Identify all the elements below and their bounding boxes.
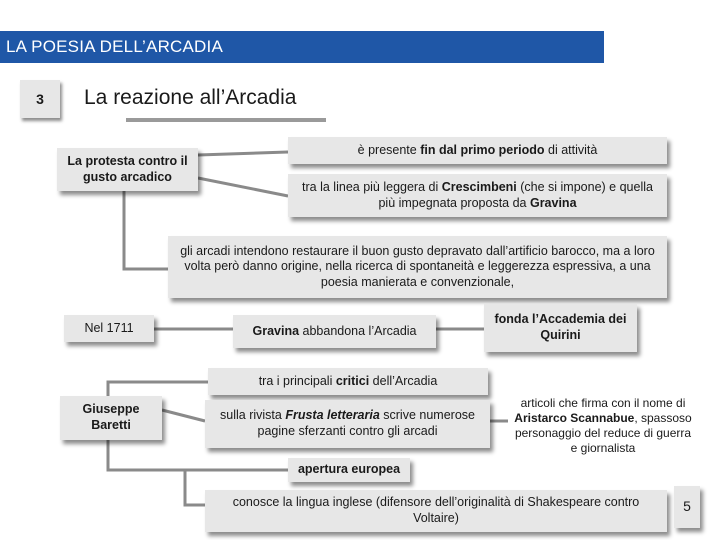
connector-protesta-linea: [198, 178, 288, 196]
node-linea: tra la linea più leggera di Crescimbeni (che si impone) e quella più impegnata proposta da Gravina: [288, 174, 667, 217]
connector-baretti-frusta: [162, 410, 205, 421]
page-number: 5: [674, 486, 700, 528]
node-inglese: conosce la lingua inglese (difensore dell’originalità di Shakespeare contro Voltaire): [205, 490, 667, 532]
node-baretti: Giuseppe Baretti: [60, 396, 162, 440]
connector-protesta-arcadi: [124, 191, 168, 269]
header-title: LA POESIA DELL’ARCADIA: [6, 37, 223, 56]
node-primo-periodo: è presente fin dal primo periodo di attività: [288, 137, 667, 164]
node-articoli: articoli che firma con il nome di Aristarco Scannabue, spassoso personaggio del reduce di guerra e giornalista: [508, 392, 698, 460]
title-underline: [126, 118, 326, 122]
node-nel-1711: Nel 1711: [64, 315, 154, 342]
node-frusta: sulla rivista Frusta letteraria scrive numerose pagine sferzanti contro gli arcadi: [205, 400, 490, 448]
node-protesta: La protesta contro il gusto arcadico: [57, 148, 198, 191]
node-critici: tra i principali critici dell’Arcadia: [208, 368, 488, 395]
connector-apertura-inglese: [185, 470, 205, 505]
section-title: La reazione all’Arcadia: [84, 86, 297, 109]
connector-protesta-primo: [198, 152, 288, 155]
node-apertura: apertura europea: [288, 458, 410, 482]
node-gravina: Gravina abbandona l’Arcadia: [233, 315, 436, 348]
node-arcadi: gli arcadi intendono restaurare il buon gusto depravato dall’artificio barocco, ma a loro volta però danno origine, nella ricerca di spontaneità e leggerezza espressiva, a una poesia manierata e convenzionale,: [168, 236, 667, 298]
section-number-badge: 3: [20, 80, 60, 118]
node-quirini: fonda l’Accademia dei Quirini: [484, 304, 637, 352]
